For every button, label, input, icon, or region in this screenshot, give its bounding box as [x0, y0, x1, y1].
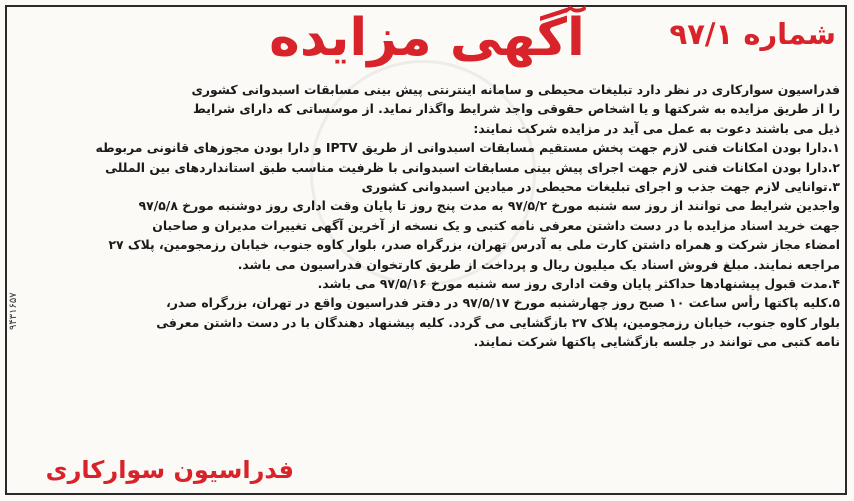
body-line: ۵.کلیه پاکتها رأس ساعت ۱۰ صبح روز چهارشنبه مورخ ۹۷/۵/۱۷ در دفتر فدراسیون واقع در تهران، بزرگراه صدر، — [166, 295, 840, 311]
body-line: واجدین شرایط می توانند از روز سه شنبه مورخ ۹۷/۵/۲ به مدت پنج روز تا پایان وقت اداری روز دوشنبه مورخ ۹۷/۵/۸ — [138, 198, 840, 214]
body-line: امضاء مجاز شرکت و همراه داشتن کارت ملی به آدرس تهران، بزرگراه صدر، بلوار کاوه جنوب، خیابان رزمجومین، پلاک ۲۷ — [108, 237, 840, 253]
body-line: جهت خرید اسناد مزایده با در دست داشتن معرفی نامه کتبی و یک نسخه از آخرین آگهی تغییرات مدیران و صاحبان — [152, 217, 840, 233]
body-line: ۴.مدت قبول پیشنهادها حداکثر پایان وقت اداری روز سه شنبه مورخ ۹۷/۵/۱۶ می باشد. — [317, 276, 840, 292]
body-line: ۱.دارا بودن امکانات فنی لازم جهت پخش مستقیم مسابقات اسبدوانی از طریق IPTV و دارا بودن مجوزهای قانونی مربوطه — [95, 140, 840, 156]
body-line: مراجعه نمایند. مبلغ فروش اسناد یک میلیون ریال و پرداخت از طریق کارتخوان فدراسیون می باشد. — [237, 256, 840, 272]
body-line: ۲.دارا بودن امکانات فنی لازم جهت اجرای پیش بینی مسابقات اسبدوانی با ظرفیت مناسب طبق استانداردهای بین المللی — [105, 159, 840, 175]
notice-body — [14, 80, 840, 352]
body-line: ذیل می باشند دعوت به عمل می آید در مزایده شرکت نمایند: — [473, 120, 840, 136]
signature-federation: فدراسیون سوارکاری — [45, 456, 294, 484]
body-line: را از طریق مزایده به شرکتها و یا اشخاص حقوقی واجد شرایط واگذار نماید. از موسساتی که دارای شرایط — [193, 101, 840, 117]
side-reference-code: ۹۴۳۱۶۵۷ — [8, 292, 19, 330]
body-line: فدراسیون سوارکاری در نظر دارد تبلیغات محیطی و سامانه اینترنتی پیش بینی مسابقات اسبدوانی کشوری — [191, 82, 840, 97]
notice-title: آگهی مزایده — [269, 8, 585, 68]
body-line: ۳.توانایی لازم جهت جذب و اجرای تبلیغات محیطی در میادین اسبدوانی کشوری — [361, 179, 840, 195]
body-line: نامه کتبی می توانند در جلسه بازگشایی پاکتها شرکت نمایند. — [473, 334, 840, 350]
body-line: بلوار کاوه جنوب، خیابان رزمجومین، پلاک ۲۷ بازگشایی می گردد. کلیه پیشنهاد دهندگان با در دست داشتن معرفی — [156, 314, 840, 330]
notice-number: شماره ۹۷/۱ — [669, 17, 836, 51]
